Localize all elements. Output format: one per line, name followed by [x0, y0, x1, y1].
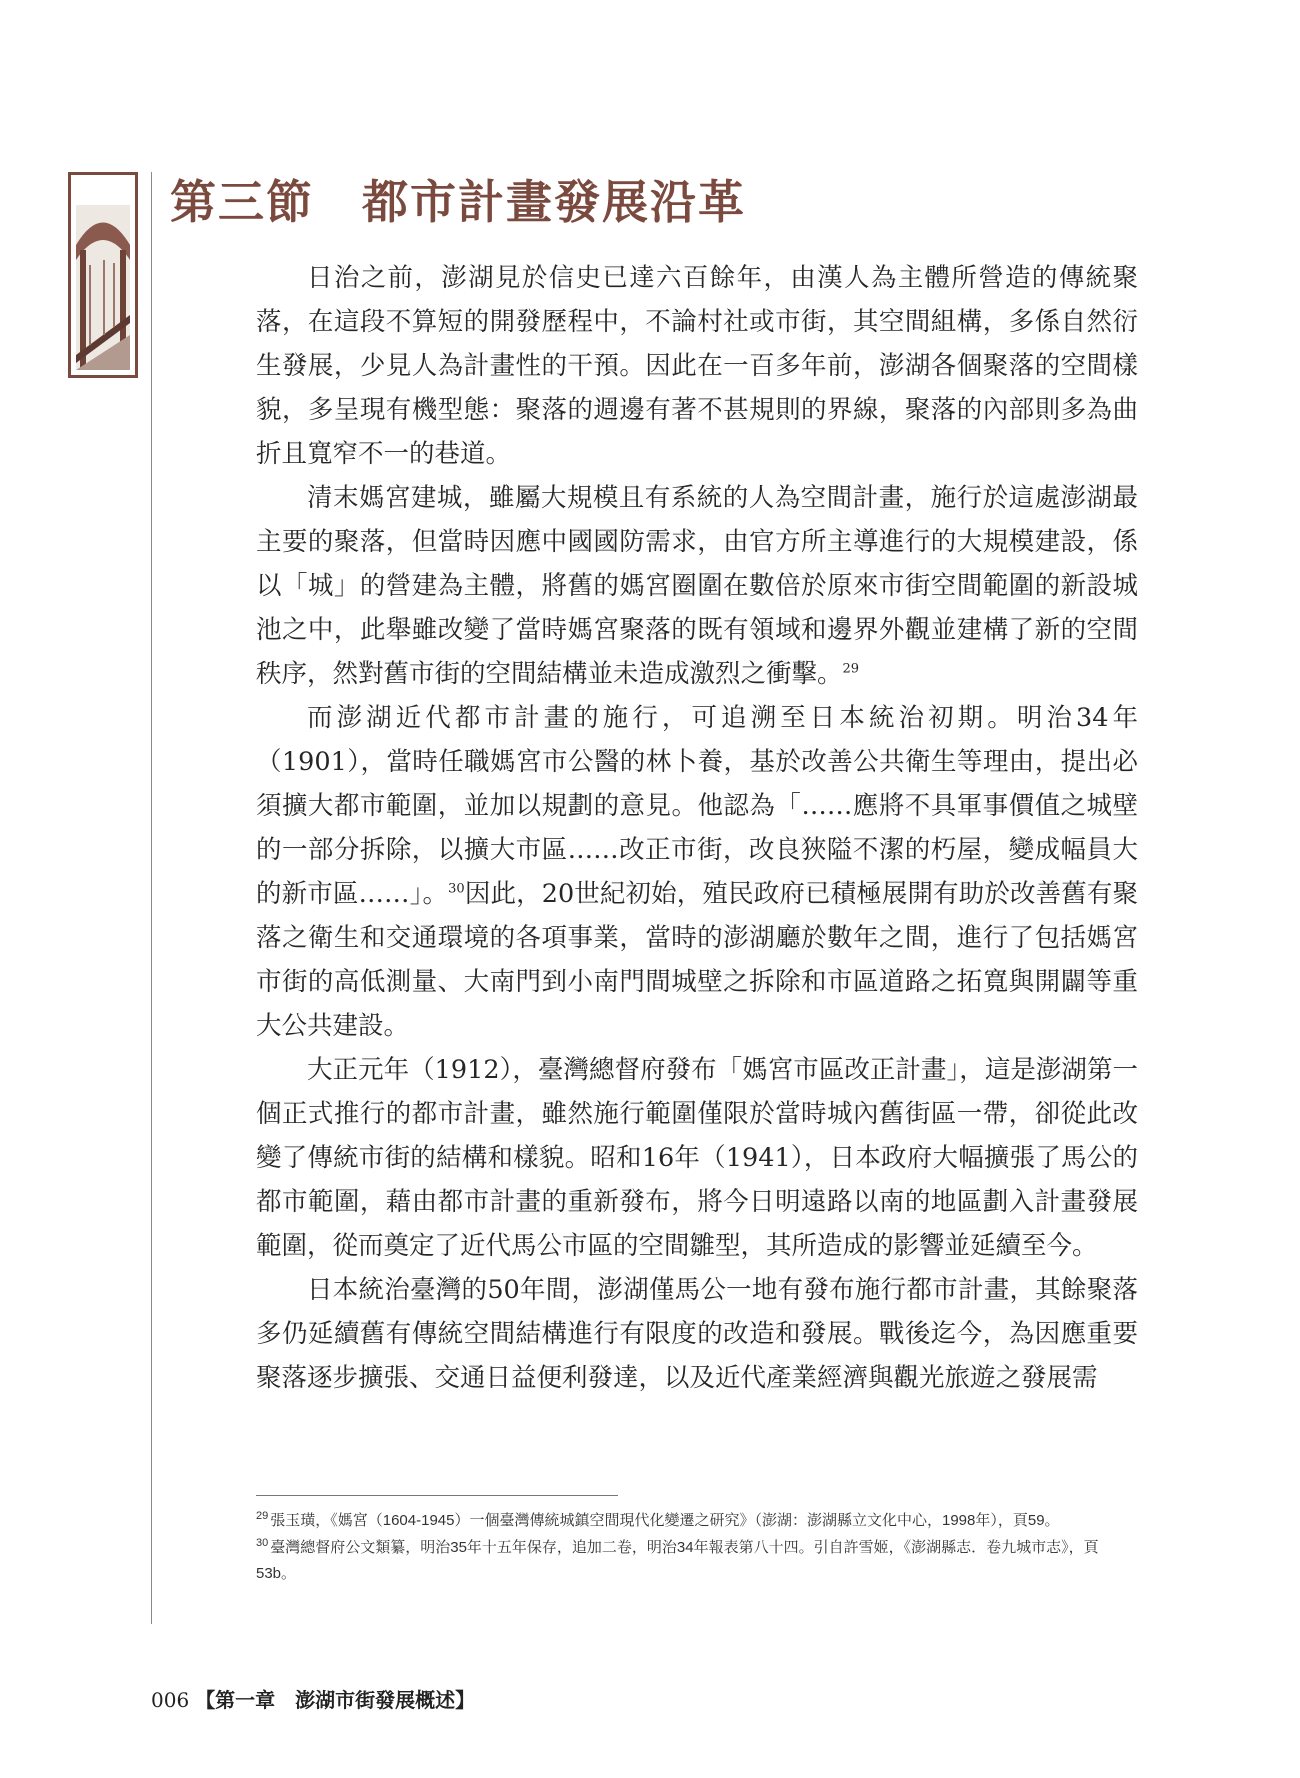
paragraph-1: 日治之前，澎湖見於信史已達六百餘年，由漢人為主體所營造的傳統聚落，在這段不算短的開發歷程中，不論村社或市街，其空間組構，多係自然衍生發展，少見人為計畫性的干預。因此在一百多年前，澎湖各個聚落的空間樣貌，多呈現有機型態：聚落的週邊有著不甚規則的界線，聚落的內部則多為曲折且寬窄不一的巷道。	[256, 263, 1138, 469]
footnote-ref-30[interactable]: 30	[448, 881, 465, 897]
footnote-ref-29[interactable]: 29	[842, 661, 860, 677]
paragraph-5: 日本統治臺灣的50年間，澎湖僅馬公一地有發布施行都市計畫，其餘聚落多仍延續舊有傳統空間結構進行有限度的改造和發展。戰後迄今，為因應重要聚落逐步擴張、交通日益便利發達，以及近代產業經濟與觀光旅遊之發展需	[256, 1275, 1138, 1393]
footnote-divider	[256, 1495, 618, 1496]
paragraph-3: 而澎湖近代都市計畫的施行，可追溯至日本統治初期。明治34年（1901），當時任職媽宮市公醫的林卜養，基於改善公共衛生等理由，提出必須擴大都市範圍，並加以規劃的意見。他認為「……應將不具軍事價值之城壁的一部分拆除，以擴大市區……改正市街，改良狹隘不潔的朽屋，變成幅員大的新市區……」。$^{30}$因此，20世紀初始，殖民政府已積極展開有助於改善舊有聚落之衛生和交通環境的各項事業，當時的澎湖廳於數年之間，進行了包括媽宮市街的高低測量、大南門到小南門間城壁之拆除和市區道路之拓寬與開闢等重大公共建設。	[256, 703, 1138, 1041]
footnotes	[256, 1508, 1138, 1588]
margin-vertical-rule	[151, 172, 152, 1624]
arch-bridge-photo	[76, 205, 130, 370]
section-photo-thumbnail	[68, 172, 138, 378]
paragraph-2: 清末媽宮建城，雖屬大規模且有系統的人為空間計畫，施行於這處澎湖最主要的聚落，但當時因應中國國防需求，由官方所主導進行的大規模建設，係以「城」的營建為主體，將舊的媽宮圈圍在數倍於原來市街空間範圍的新設城池之中，此舉雖改變了當時媽宮聚落的既有領域和邊界外觀並建構了新的空間秩序，然對舊市街的空間結構並未造成激烈之衝擊。$^{29}$	[256, 483, 1138, 689]
page-number: 006	[151, 1688, 190, 1712]
footnote-30: $^{30}$ 臺灣總督府公文類纂，明治35年十五年保存，追加二卷，明治34年報表第八十四。引自許雪姬，《澎湖縣志．卷九城市志》，頁53b。	[256, 1537, 1099, 1582]
chapter-title: 【第一章 澎湖市街發展概述】	[195, 1688, 476, 1712]
paragraph-4: 大正元年（1912），臺灣總督府發布「媽宮市區改正計畫」，這是澎湖第一個正式推行的都市計畫，雖然施行範圍僅限於當時城內舊街區一帶，卻從此改變了傳統市街的結構和樣貌。昭和16年（1941），日本政府大幅擴張了馬公的都市範圍，藉由都市計畫的重新發布，將今日明遠路以南的地區劃入計畫發展範圍，從而奠定了近代馬公市區的空間雛型，其所造成的影響並延續至今。	[256, 1055, 1138, 1261]
body-text	[256, 256, 1138, 1400]
page-footer	[151, 1684, 475, 1713]
footnote-29: $^{29}$ 張玉璜，《媽宮（1604-1945）一個臺灣傳統城鎮空間現代化變遷之研究》（澎湖：澎湖縣立文化中心，1998年），頁59。	[256, 1510, 1060, 1529]
section-title: 第三節 都市計畫發展沿革	[170, 175, 746, 229]
